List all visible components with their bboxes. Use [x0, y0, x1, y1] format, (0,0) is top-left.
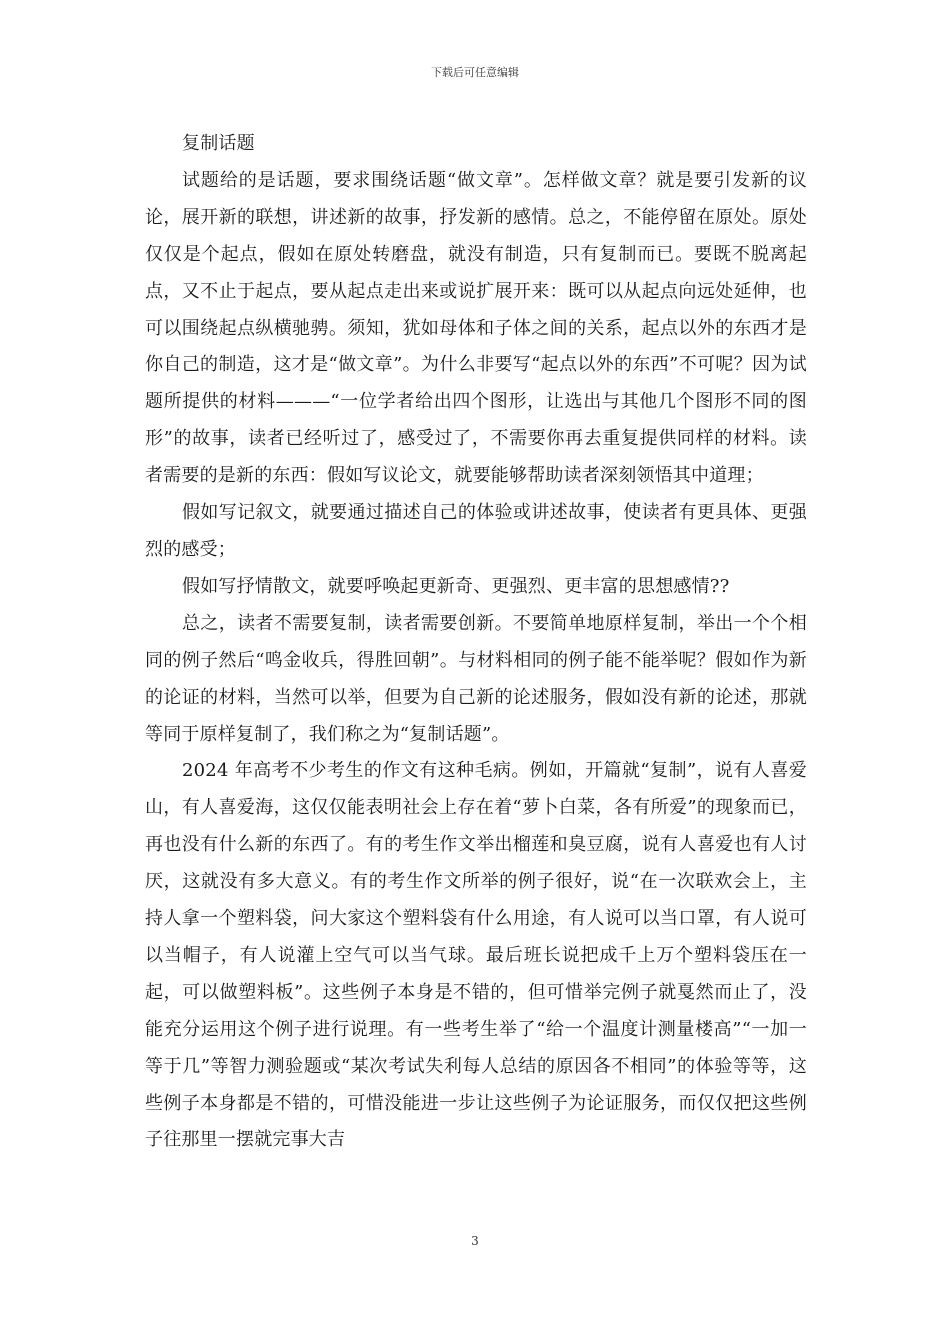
- paragraph: 总之，读者不需要复制，读者需要创新。不要简单地原样复制，举出一个个相同的例子然后“鸣金收兵，得胜回朝”。与材料相同的例子能不能举呢？假如作为新的论证的材料，当然可以举，但要为自己新的论述服务，假如没有新的论述，那就等同于原样复制了，我们称之为“复制话题”。: [145, 612, 807, 745]
- paragraph: 假如写记叙文，就要通过描述自己的体验或讲述故事，使读者有更具体、更强烈的感受；: [145, 502, 807, 560]
- document-body: [145, 126, 807, 1159]
- page-number: 3: [471, 1234, 479, 1248]
- document-title: 复制话题: [182, 133, 255, 154]
- paragraph: 假如写抒情散文，就要呼唤起更新奇、更强烈、更丰富的思想感情??: [182, 575, 730, 597]
- paragraph: 试题给的是话题，要求围绕话题“做文章”。怎样做文章？就是要引发新的议论，展开新的联想，讲述新的故事，抒发新的感情。总之，不能停留在原处。原处仅仅是个起点，假如在原处转磨盘，就没有制造，只有复制而已。要既不脱离起点，又不止于起点，要从起点走出来或说扩展开来：既可以从起点向远处延伸，也可以围绕起点纵横驰骋。须知，犹如母体和子体之间的关系，起点以外的东西才是你自己的制造，这才是“做文章”。为什么非要写“起点以外的东西”不可呢？因为试题所提供的材料———“一位学者给出四个图形，让选出与其他几个图形不同的图形”的故事，读者已经听过了，感受过了，不需要你再去重复提供同样的材料。读者需要的是新的东西：假如写议论文，就要能够帮助读者深刻领悟其中道理；: [145, 169, 807, 487]
- page-header: 下载后可任意编辑: [431, 66, 519, 79]
- paragraph: 2024 年高考不少考生的作文有这种毛病。例如，开篇就“复制”，说有人喜爱山，有人喜爱海，这仅仅能表明社会上存在着“萝卜白菜，各有所爱”的现象而已，再也没有什么新的东西了。有的考生作文举出榴莲和臭豆腐，说有人喜爱也有人讨厌，这就没有多大意义。有的考生作文所举的例子很好，说“在一次联欢会上，主持人拿一个塑料袋，问大家这个塑料袋有什么用途，有人说可以当口罩，有人说可以当帽子，有人说灌上空气可以当气球。最后班长说把成千上万个塑料袋压在一起，可以做塑料板”。这些例子本身是不错的，但可惜举完例子就戛然而止了，没能充分运用这个例子进行说理。有一些考生举了“给一个温度计测量楼高”“一加一等于几”等智力测验题或“某次考试失利每人总结的原因各不相同”的体验等等，这些例子本身都是不错的，可惜没能进一步让这些例子为论证服务，而仅仅把这些例子往那里一摆就完事大吉: [145, 760, 807, 1151]
